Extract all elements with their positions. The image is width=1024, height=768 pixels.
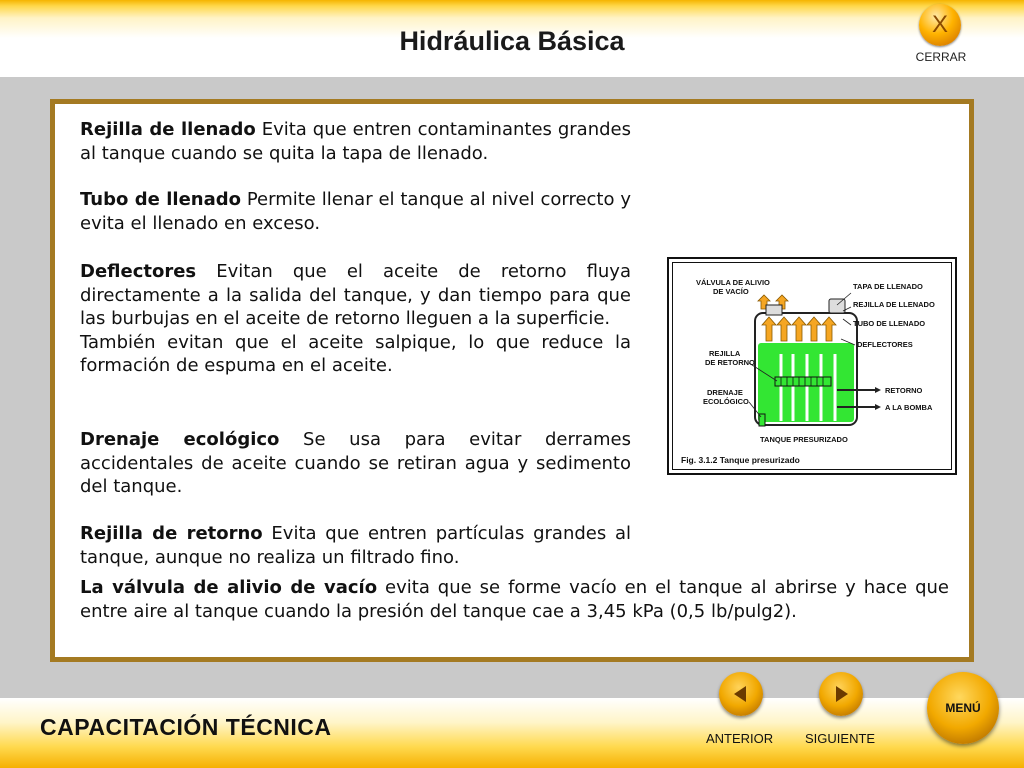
fill-cap [829, 299, 845, 313]
menu-label: MENÚ [945, 701, 981, 715]
close-icon: X [931, 11, 948, 38]
definition: evita que se forme vacío en el tanque al abrirse y hace que entre aire al tanque cuando la presión del tanque cae a 3,45 kPa (0,5 lb/pulg2). [80, 577, 950, 622]
definition: Evitan que el aceite de retorno fluya directamente a la salida del tanque, y dan tiempo para que las burbujas en el aceite de retorno lleguen a la superficie. [80, 261, 631, 329]
arrow-right-icon [830, 683, 852, 705]
label-fill-strainer: REJILLA DE LLENADO [853, 300, 935, 309]
section-rejilla-llenado [80, 118, 631, 165]
section-rejilla-retorno [80, 522, 631, 569]
pressurized-tank-diagram [669, 259, 955, 473]
tank-figure [667, 257, 957, 475]
label-eco-drain-2: ECOLÓGICO [703, 397, 749, 406]
definition-extra: También evitan que el aceite salpique, lo que reduce la formación de espuma en el aceite. [80, 331, 631, 376]
next-label[interactable]: SIGUIENTE [805, 731, 876, 746]
definition: Permite llenar el tanque al nivel correcto y evita el llenado en exceso. [80, 189, 631, 234]
section-drenaje-ecologico [80, 428, 631, 499]
section-tubo-llenado [80, 188, 631, 235]
previous-label[interactable]: ANTERIOR [706, 731, 774, 746]
label-return-strainer-2: DE RETORNO [705, 358, 755, 367]
close-button[interactable] [919, 4, 961, 46]
label-fill-cap: TAPA DE LLENADO [853, 282, 923, 291]
label-to-pump: A LA BOMBA [885, 403, 933, 412]
term: Drenaje ecológico [80, 429, 280, 450]
previous-button[interactable] [719, 672, 763, 716]
close-label[interactable]: CERRAR [915, 50, 967, 64]
section-valvula-alivio [80, 576, 949, 623]
label-valve-2: DE VACÍO [713, 287, 749, 296]
label-fill-tube: TUBO DE LLENADO [853, 319, 926, 328]
label-eco-drain-1: DRENAJE [707, 388, 743, 397]
menu-button[interactable] [927, 672, 999, 744]
term: Tubo de llenado [80, 189, 241, 210]
arrow-left-icon [730, 683, 752, 705]
label-baffles: DEFLECTORES [857, 340, 913, 349]
return-strainer [775, 377, 831, 386]
term: La válvula de alivio de vacío [80, 577, 378, 598]
label-return: RETORNO [885, 386, 923, 395]
term: Rejilla de retorno [80, 523, 263, 544]
section-deflectores [80, 260, 631, 378]
content-panel [50, 99, 974, 662]
label-valve-1: VÁLVULA DE ALIVIO [696, 278, 770, 287]
definition: Se usa para evitar derrames accidentales de aceite cuando se retiran agua y sedimento del tanque. [80, 429, 631, 497]
term: Rejilla de llenado [80, 119, 256, 140]
definition: Evita que entren contaminantes grandes al tanque cuando se quita la tapa de llenado. [80, 119, 631, 164]
page-title: Hidráulica Básica [399, 26, 625, 56]
brand-label: CAPACITACIÓN TÉCNICA [40, 714, 332, 740]
figure-caption: Fig. 3.1.2 Tanque presurizado [681, 455, 800, 465]
label-return-strainer-1: REJILLA [709, 349, 741, 358]
next-button[interactable] [819, 672, 863, 716]
term: Deflectores [80, 261, 197, 282]
definition: Evita que entren partículas grandes al tanque, aunque no realiza un filtrado fino. [80, 523, 631, 568]
label-pressurized-tank: TANQUE PRESURIZADO [760, 435, 848, 444]
relief-valve [766, 305, 782, 315]
